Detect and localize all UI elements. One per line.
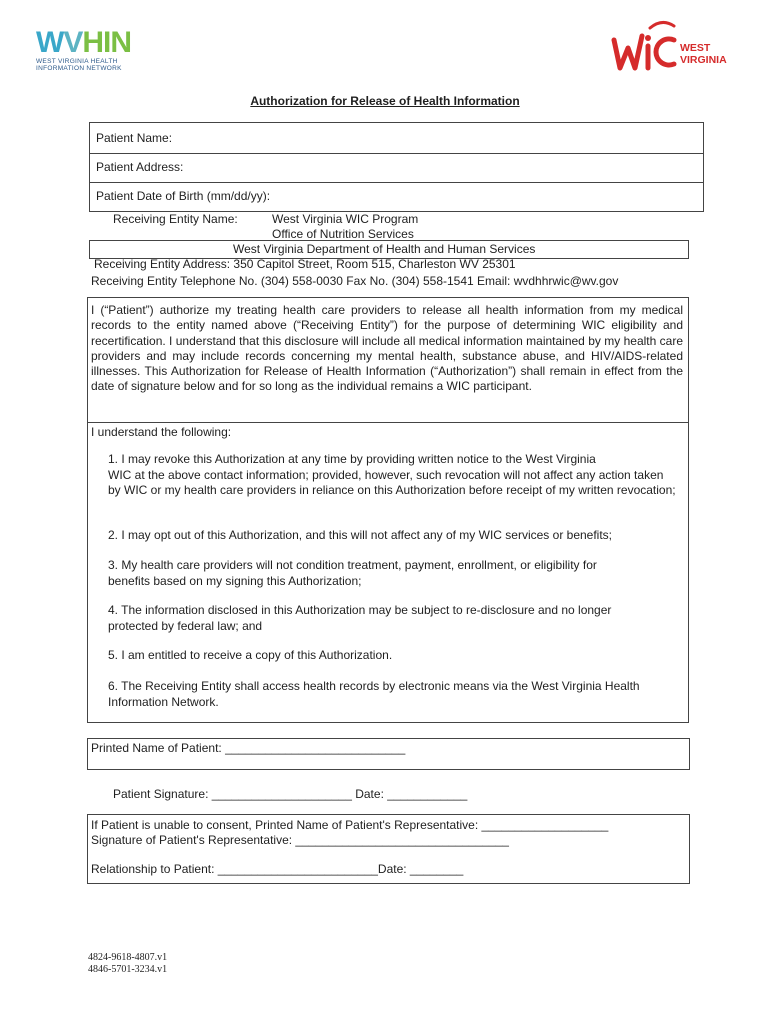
list-item: [108, 648, 678, 664]
receiving-entity-telephone: Receiving Entity Telephone No. (304) 558-0030 Fax No. (304) 558-1541 Email: wvdhhrwic@wv.gov: [91, 274, 619, 288]
list-item: [108, 528, 678, 544]
list-item: [108, 558, 678, 589]
footer-doc-ids: [88, 952, 167, 976]
list-item-line1: 6. The Receiving Entity shall access health records by electronic means via the West Virginia Health: [108, 679, 640, 693]
footer-doc-id: 4824-9618-4807.v1: [88, 952, 168, 963]
list-item-line1: 1. I may revoke this Authorization at any time by providing written notice to the West Virginia: [108, 452, 596, 466]
receiving-entity-address: Receiving Entity Address: 350 Capitol Street, Room 515, Charleston WV 25301: [94, 257, 516, 271]
receiving-entity-department: West Virginia Department of Health and Human Services: [233, 242, 536, 256]
footer-doc-id: 4846-5701-3234.v1: [88, 964, 168, 975]
list-item-line1: 3. My health care providers will not condition treatment, payment, enrollment, or eligibility for: [108, 558, 597, 572]
wic-logo: [610, 18, 750, 78]
wic-logo-mark-icon: [610, 18, 680, 76]
receiving-entity-name-line2: Office of Nutrition Services: [272, 227, 414, 241]
representative-name-field[interactable]: If Patient is unable to consent, Printed Name of Patient's Representative: ___________________: [91, 818, 609, 832]
list-item-line1: 4. The information disclosed in this Authorization may be subject to re-disclosure and no longer: [108, 603, 612, 617]
list-item-rest: Information Network.: [108, 694, 219, 709]
patient-dob-field[interactable]: Patient Date of Birth (mm/dd/yy):: [96, 189, 271, 203]
list-item-rest: benefits based on my signing this Authorization;: [108, 573, 362, 588]
list-item: [108, 452, 678, 499]
list-item-line1: 2. I may opt out of this Authorization, and this will not affect any of my WIC services or benefits;: [108, 528, 613, 542]
wvhin-logo-line1: WEST VIRGINIA HEALTH: [36, 58, 118, 65]
authorization-text: I (“Patient”) authorize my treating health care providers to release all health information from my medical records to the entity named above (“Receiving Entity”) for the purpose of determining WIC eligibility and recertification. I understand that this disclosure will include all medical information maintained by my health care providers and may include records concerning my mental health, substance abuse, and HIV/AIDS-related illnesses. This Authorization for Release of Health Information (“Authorization”) shall remain in effect from the date of signature below and for so long as the individual remains a WIC participant.: [91, 303, 683, 394]
understanding-heading: I understand the following:: [91, 425, 232, 439]
wvhin-logo-line2: INFORMATION NETWORK: [36, 65, 122, 72]
list-item-rest: protected by federal law; and: [108, 618, 263, 633]
document-title: Authorization for Release of Health Information: [250, 94, 520, 108]
patient-signature-field[interactable]: Patient Signature: _____________________ Date: ____________: [113, 787, 468, 801]
printed-name-field[interactable]: Printed Name of Patient: ___________________________: [91, 741, 406, 755]
receiving-entity-name-label: Receiving Entity Name:: [113, 212, 238, 226]
patient-name-field[interactable]: Patient Name:: [96, 131, 173, 145]
wvhin-logo-mark: WVHIN: [36, 26, 132, 59]
list-item: [108, 603, 678, 634]
representative-signature-field[interactable]: Signature of Patient's Representative: ________________________________: [91, 833, 509, 847]
wvhin-logo: [36, 28, 148, 72]
relationship-field[interactable]: Relationship to Patient: ________________________Date: ________: [91, 862, 464, 876]
receiving-entity-name-line1: West Virginia WIC Program: [272, 212, 419, 226]
list-item: [108, 679, 678, 710]
list-item-rest: WIC at the above contact information; provided, however, such revocation will not affect any action taken by WIC or my health care providers in reliance on this Authorization before receipt of my written revocation;: [108, 467, 676, 497]
wic-logo-text: WEST VIRGINIA: [680, 42, 727, 66]
patient-address-field[interactable]: Patient Address:: [96, 160, 184, 174]
list-item-line1: 5. I am entitled to receive a copy of this Authorization.: [108, 648, 393, 662]
